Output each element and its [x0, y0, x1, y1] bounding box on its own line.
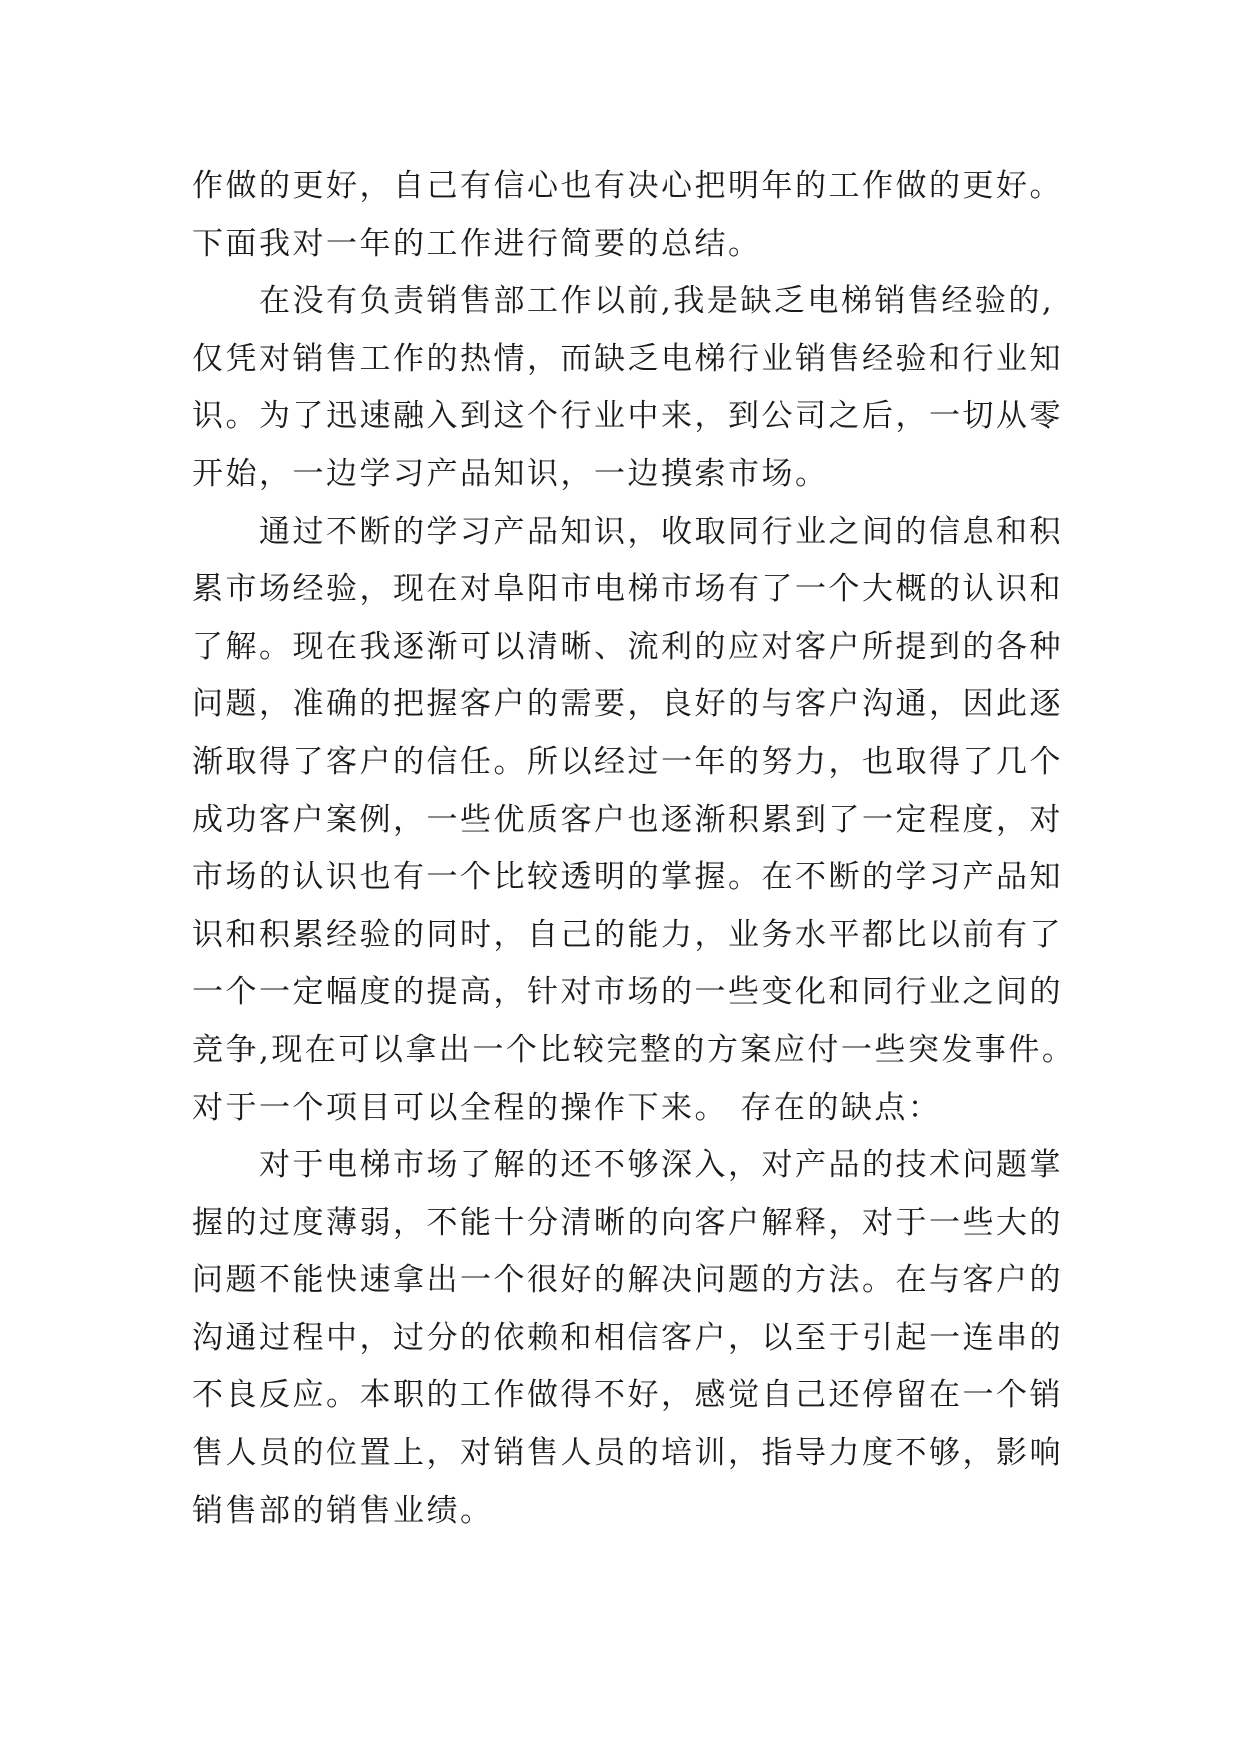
body-text	[192, 158, 1092, 1540]
text-line: 识。为了迅速融入到这个行业中来，到公司之后，一切从零	[192, 398, 1063, 435]
text-line: 成功客户案例，一些优质客户也逐渐积累到了一定程度，对	[192, 801, 1063, 838]
text-line: 下面我对一年的工作进行简要的总结。	[192, 225, 762, 262]
text-line: 握的过度薄弱，不能十分清晰的向客户解释，对于一些大的	[192, 1204, 1063, 1241]
text-line: 竞争,现在可以拿出一个比较完整的方案应付一些突发事件。	[192, 1031, 1076, 1068]
text-line: 对于电梯市场了解的还不够深入，对产品的技术问题掌	[192, 1147, 1063, 1184]
text-line: 开始，一边学习产品知识，一边摸索市场。	[192, 455, 829, 492]
text-line: 在没有负责销售部工作以前,我是缺乏电梯销售经验的,	[192, 283, 1055, 320]
text-line: 问题不能快速拿出一个很好的解决问题的方法。在与客户的	[192, 1262, 1063, 1299]
text-line: 销售部的销售业绩。	[192, 1492, 494, 1529]
text-line: 对于一个项目可以全程的操作下来。 存在的缺点：	[192, 1089, 942, 1126]
text-line: 不良反应。本职的工作做得不好，感觉自己还停留在一个销	[192, 1377, 1063, 1414]
text-line: 识和积累经验的同时，自己的能力，业务水平都比以前有了	[192, 916, 1063, 953]
text-line: 作做的更好，自己有信心也有决心把明年的工作做的更好。	[192, 168, 1063, 204]
text-line: 售人员的位置上，对销售人员的培训，指导力度不够，影响	[192, 1435, 1063, 1472]
text-line: 累市场经验，现在对阜阳市电梯市场有了一个大概的认识和	[192, 571, 1063, 608]
text-line: 问题，准确的把握客户的需要，良好的与客户沟通，因此逐	[192, 686, 1063, 723]
text-line: 渐取得了客户的信任。所以经过一年的努力，也取得了几个	[192, 743, 1063, 780]
text-line: 市场的认识也有一个比较透明的掌握。在不断的学习产品知	[192, 859, 1063, 896]
text-line: 一个一定幅度的提高，针对市场的一些变化和同行业之间的	[192, 974, 1063, 1011]
text-line: 仅凭对销售工作的热情，而缺乏电梯行业销售经验和行业知	[192, 340, 1063, 377]
text-line: 通过不断的学习产品知识，收取同行业之间的信息和积	[192, 513, 1063, 550]
text-line: 了解。现在我逐渐可以清晰、流利的应对客户所提到的各种	[192, 628, 1063, 665]
text-line: 沟通过程中，过分的依赖和相信客户，以至于引起一连串的	[192, 1319, 1063, 1356]
